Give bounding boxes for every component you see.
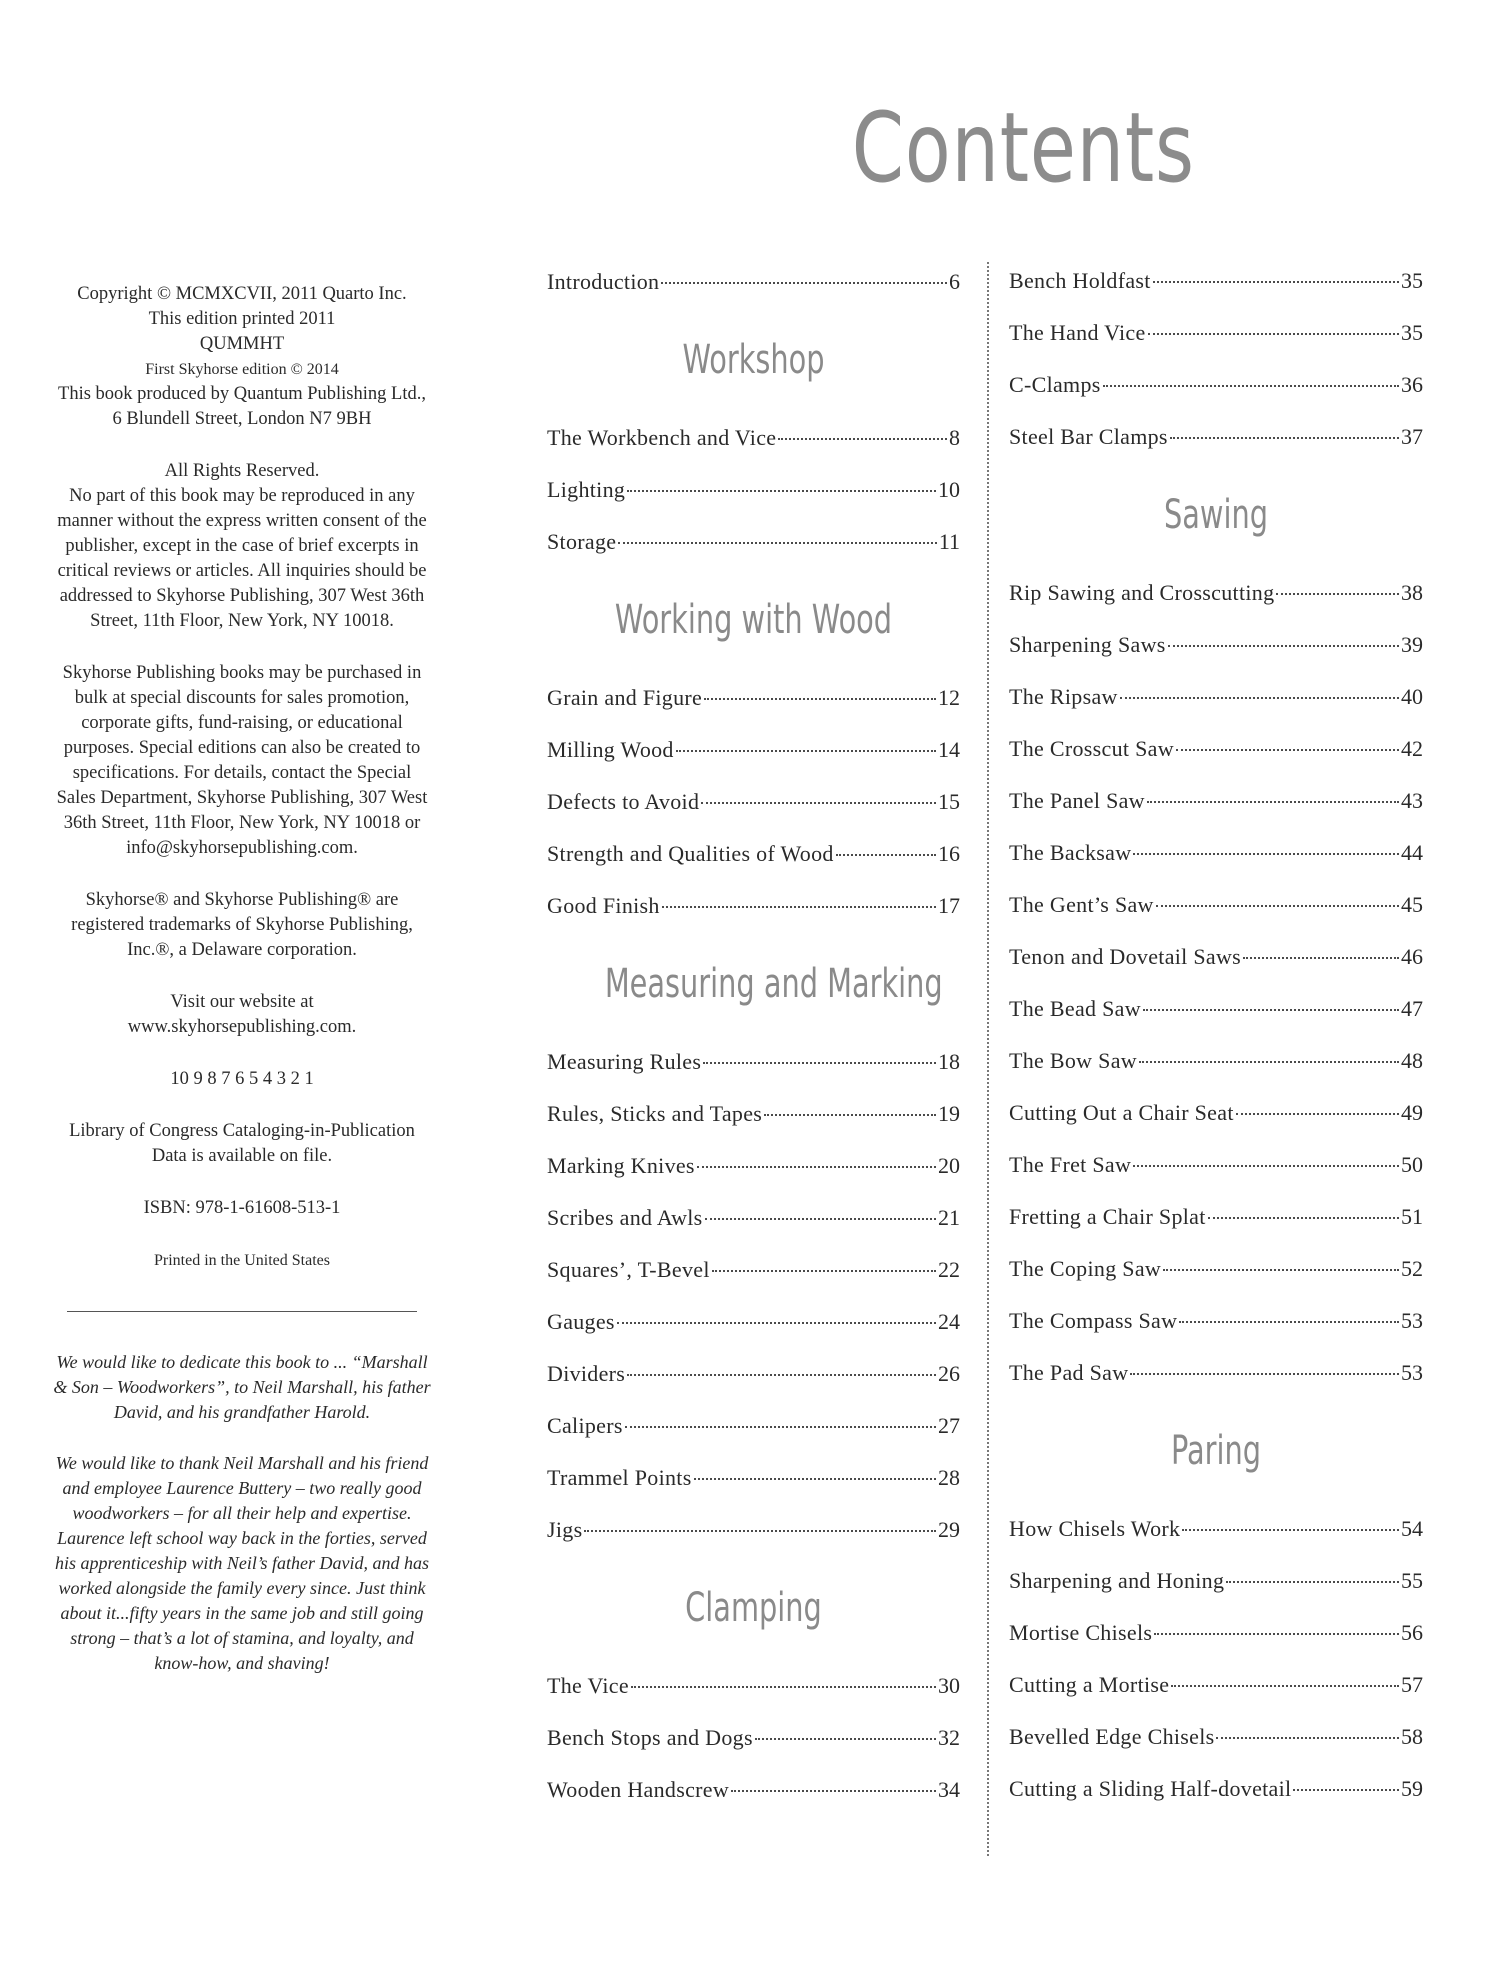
toc-entry-title: Milling Wood xyxy=(547,737,674,762)
thanks-text: We would like to thank Neil Marshall and his friend and employee Laurence Buttery – two really good woodworkers – for all their help and expertise. Laurence left school way back in the forties, served his apprenticeship with Neil’s father David, and has worked alongside the family every since. Just think about it...fifty years in the same job and still going strong – that’s a lot of stamina, and loyalty, and know-how, and shaving! xyxy=(55,1453,429,1673)
toc-entry[interactable] xyxy=(547,672,960,724)
toc-entry-title: Dividers xyxy=(547,1361,626,1386)
section-list-clamping xyxy=(547,1660,960,1816)
toc-entry[interactable] xyxy=(547,828,960,880)
section-heading-measuring: Measuring and Marking xyxy=(604,961,943,1007)
dot-leader xyxy=(1120,697,1399,699)
toc-entry[interactable] xyxy=(1009,1087,1423,1139)
toc-entry-page: 6 xyxy=(949,269,960,294)
toc-entry-page: 53 xyxy=(1401,1360,1423,1385)
dot-leader xyxy=(755,1738,936,1740)
dot-leader xyxy=(1133,1165,1399,1167)
dot-leader xyxy=(1143,1009,1399,1011)
section-list-sawing xyxy=(1009,567,1423,1399)
toc-entry-page: 22 xyxy=(938,1257,960,1282)
toc-entry-title: Bevelled Edge Chisels xyxy=(1009,1724,1215,1749)
toc-entry-page: 35 xyxy=(1401,320,1423,345)
toc-entry[interactable] xyxy=(1009,307,1423,359)
dot-leader xyxy=(1153,281,1399,283)
toc-entry-title: Introduction xyxy=(547,269,660,294)
printed-in: Printed in the United States xyxy=(154,1252,330,1269)
toc-entry[interactable] xyxy=(1009,775,1423,827)
dot-leader xyxy=(1168,645,1399,647)
toc-entry-title: The Coping Saw xyxy=(1009,1256,1162,1281)
toc-entry-title: Rip Sawing and Crosscutting xyxy=(1009,580,1275,605)
toc-entry[interactable] xyxy=(547,1660,960,1712)
dot-leader xyxy=(764,1114,936,1116)
toc-entry-page: 58 xyxy=(1401,1724,1423,1749)
toc-entry-title: Wooden Handscrew xyxy=(547,1777,730,1802)
toc-entry-page: 56 xyxy=(1401,1620,1423,1645)
toc-entry-page: 40 xyxy=(1401,684,1423,709)
toc-entry[interactable] xyxy=(547,256,960,308)
dot-leader xyxy=(1182,1529,1399,1531)
toc-entry-page: 35 xyxy=(1401,268,1423,293)
toc-entry-page: 52 xyxy=(1401,1256,1423,1281)
toc-entry-page: 18 xyxy=(938,1049,960,1074)
dot-leader xyxy=(697,1166,936,1168)
toc-entry[interactable] xyxy=(547,1140,960,1192)
toc-entry[interactable] xyxy=(547,1088,960,1140)
toc-entry-page: 44 xyxy=(1401,840,1423,865)
toc-entry[interactable] xyxy=(1009,827,1423,879)
toc-entry-page: 28 xyxy=(938,1465,960,1490)
toc-entry-page: 32 xyxy=(938,1725,960,1750)
toc-entry-title: Squares’, T-Bevel xyxy=(547,1257,710,1282)
toc-entry[interactable] xyxy=(547,1400,960,1452)
printing-number: 10 9 8 7 6 5 4 3 2 1 xyxy=(170,1069,314,1089)
dedication-text: We would like to dedicate this book to ... “Marshall & Son – Woodworkers”, to Neil Marshall, his father David, and his grandfather Harold. xyxy=(53,1352,431,1422)
toc-entry[interactable] xyxy=(1009,671,1423,723)
dot-leader xyxy=(694,1478,936,1480)
toc-entry[interactable] xyxy=(1009,1295,1423,1347)
toc-entry-page: 55 xyxy=(1401,1568,1423,1593)
toc-entry[interactable] xyxy=(1009,879,1423,931)
dot-leader xyxy=(627,490,936,492)
copyright-line: Copyright © MCMXCVII, 2011 Quarto Inc. xyxy=(77,284,407,304)
divider-rule xyxy=(67,1311,417,1312)
toc-entry[interactable] xyxy=(547,1764,960,1816)
toc-entry[interactable] xyxy=(547,724,960,776)
toc-entry-page: 11 xyxy=(938,529,960,554)
section-heading-workshop: Workshop xyxy=(682,337,825,383)
website-url: www.skyhorsepublishing.com. xyxy=(127,1017,357,1037)
toc-entry-title: Bench Holdfast xyxy=(1009,268,1151,293)
toc-entry[interactable] xyxy=(1009,1607,1423,1659)
dot-leader xyxy=(676,750,936,752)
toc-entry-title: Storage xyxy=(547,529,617,554)
section-heading-wood: Working with Wood xyxy=(614,597,893,643)
toc-entry-page: 47 xyxy=(1401,996,1423,1021)
toc-entry-page: 10 xyxy=(938,477,960,502)
dot-leader xyxy=(1156,905,1399,907)
dot-leader xyxy=(1139,1061,1399,1063)
dot-leader xyxy=(662,906,936,908)
toc-entry[interactable] xyxy=(547,776,960,828)
toc-entry[interactable] xyxy=(547,1296,960,1348)
toc-entry[interactable] xyxy=(1009,1503,1423,1555)
dot-leader xyxy=(625,1426,936,1428)
dot-leader xyxy=(1208,1217,1399,1219)
library-text: Library of Congress Cataloging-in-Publication Data is available on file. xyxy=(69,1121,415,1166)
toc-entry-title: The Bow Saw xyxy=(1009,1048,1137,1073)
toc-entry-title: Good Finish xyxy=(547,893,660,918)
dot-leader xyxy=(1179,1321,1399,1323)
toc-entry-page: 51 xyxy=(1401,1204,1423,1229)
dot-leader xyxy=(705,1218,936,1220)
toc-entry-page: 53 xyxy=(1401,1308,1423,1333)
section-list-workshop xyxy=(547,412,960,568)
toc-entry[interactable] xyxy=(1009,1243,1423,1295)
dot-leader xyxy=(1226,1581,1399,1583)
rights-title: All Rights Reserved. xyxy=(164,461,320,481)
toc-entry-title: The Gent’s Saw xyxy=(1009,892,1154,917)
toc-entry-title: Jigs xyxy=(547,1517,583,1542)
toc-entry-title: Calipers xyxy=(547,1413,623,1438)
toc-entry[interactable] xyxy=(547,1192,960,1244)
toc-entry[interactable] xyxy=(1009,619,1423,671)
website-line: Visit our website at xyxy=(170,992,314,1012)
rights-text: No part of this book may be reproduced in any manner without the express written consent of the publisher, except in the case of brief excerpts in critical reviews or articles. All inquiries should be addressed to Skyhorse Publishing, 307 West 36th Street, 11th Floor, New York, NY 10018. xyxy=(57,486,427,631)
toc-entry[interactable] xyxy=(547,1712,960,1764)
toc-entry-title: Steel Bar Clamps xyxy=(1009,424,1168,449)
section-heading-sawing: Sawing xyxy=(1163,492,1269,538)
dot-leader xyxy=(1170,437,1399,439)
toc-entry-page: 27 xyxy=(938,1413,960,1438)
toc-entry[interactable] xyxy=(547,464,960,516)
toc-entry[interactable] xyxy=(1009,567,1423,619)
dot-leader xyxy=(1176,749,1399,751)
toc-entry-page: 42 xyxy=(1401,736,1423,761)
toc-entry[interactable] xyxy=(1009,1763,1423,1815)
toc-entry[interactable] xyxy=(1009,1659,1423,1711)
dot-leader xyxy=(1103,385,1399,387)
dot-leader xyxy=(1133,853,1399,855)
toc-entry-title: Cutting a Sliding Half-dovetail xyxy=(1009,1776,1292,1801)
toc-entry-title: Marking Knives xyxy=(547,1153,695,1178)
toc-entry-title: The Fret Saw xyxy=(1009,1152,1132,1177)
dot-leader xyxy=(1154,1633,1399,1635)
toc-entry-page: 21 xyxy=(938,1205,960,1230)
toc-entry[interactable] xyxy=(1009,1035,1423,1087)
dot-leader xyxy=(731,1790,936,1792)
dot-leader xyxy=(701,802,936,804)
toc-entry-page: 59 xyxy=(1401,1776,1423,1801)
dot-leader xyxy=(1171,1685,1399,1687)
toc-entry[interactable] xyxy=(1009,359,1423,411)
toc-entry-page: 54 xyxy=(1401,1516,1423,1541)
toc-entry-title: Gauges xyxy=(547,1309,615,1334)
toc-entry[interactable] xyxy=(1009,1711,1423,1763)
page-title: Contents xyxy=(851,92,1195,204)
producer-line: This book produced by Quantum Publishing Ltd., xyxy=(58,384,426,404)
toc-entry-title: Bench Stops and Dogs xyxy=(547,1725,753,1750)
toc-entry-title: The Panel Saw xyxy=(1009,788,1145,813)
dot-leader xyxy=(1236,1113,1399,1115)
section-heading-paring: Paring xyxy=(1170,1428,1262,1474)
toc-entry-page: 37 xyxy=(1401,424,1423,449)
toc-entry-page: 26 xyxy=(938,1361,960,1386)
toc-entry-title: Strength and Qualities of Wood xyxy=(547,841,834,866)
dot-leader xyxy=(1293,1789,1399,1791)
dot-leader xyxy=(661,282,947,284)
toc-entry-page: 24 xyxy=(938,1309,960,1334)
toc-entry-page: 15 xyxy=(938,789,960,814)
dot-leader xyxy=(584,1530,936,1532)
dot-leader xyxy=(627,1374,936,1376)
skyhorse-edition-line: First Skyhorse edition © 2014 xyxy=(145,361,339,378)
trademark-text: Skyhorse® and Skyhorse Publishing® are registered trademarks of Skyhorse Publishing, Inc.®, a Delaware corporation. xyxy=(71,890,413,960)
toc-entry[interactable] xyxy=(1009,983,1423,1035)
toc-entry-page: 20 xyxy=(938,1153,960,1178)
column-divider xyxy=(987,262,989,1856)
toc-entry-page: 46 xyxy=(1401,944,1423,969)
toc-entry-title: Cutting Out a Chair Seat xyxy=(1009,1100,1234,1125)
toc-entry-page: 30 xyxy=(938,1673,960,1698)
toc-entry-page: 14 xyxy=(938,737,960,762)
toc-entry-title: The Compass Saw xyxy=(1009,1308,1178,1333)
toc-entry-page: 8 xyxy=(949,425,960,450)
dot-leader xyxy=(1130,1373,1399,1375)
toc-entry[interactable] xyxy=(1009,1347,1423,1399)
toc-entry-title: The Crosscut Saw xyxy=(1009,736,1174,761)
toc-entry[interactable] xyxy=(1009,1555,1423,1607)
toc-entry[interactable] xyxy=(547,1452,960,1504)
toc-entry-page: 57 xyxy=(1401,1672,1423,1697)
toc-column-right xyxy=(1009,255,1423,1815)
toc-entry-title: Sharpening Saws xyxy=(1009,632,1166,657)
toc-entry-page: 17 xyxy=(938,893,960,918)
toc-entry[interactable] xyxy=(547,1348,960,1400)
toc-entry-page: 34 xyxy=(938,1777,960,1802)
dot-leader xyxy=(1243,957,1399,959)
toc-entry-title: Grain and Figure xyxy=(547,685,703,710)
dot-leader xyxy=(712,1270,936,1272)
dot-leader xyxy=(631,1686,936,1688)
dot-leader xyxy=(703,1062,936,1064)
toc-entry[interactable] xyxy=(1009,1191,1423,1243)
section-list-measuring xyxy=(547,1036,960,1556)
dot-leader xyxy=(1276,593,1399,595)
section-list-clamping-continued xyxy=(1009,255,1423,463)
toc-entry[interactable] xyxy=(547,1036,960,1088)
dot-leader xyxy=(778,438,947,440)
toc-entry-page: 49 xyxy=(1401,1100,1423,1125)
toc-entry-page: 19 xyxy=(938,1101,960,1126)
toc-entry[interactable] xyxy=(1009,1139,1423,1191)
toc-entry-title: How Chisels Work xyxy=(1009,1516,1181,1541)
section-heading-clamping: Clamping xyxy=(685,1585,822,1631)
copyright-column xyxy=(52,282,432,1702)
toc-entry[interactable] xyxy=(1009,411,1423,463)
toc-entry[interactable] xyxy=(547,516,960,568)
toc-entry-page: 36 xyxy=(1401,372,1423,397)
section-list-paring xyxy=(1009,1503,1423,1815)
toc-entry-page: 38 xyxy=(1401,580,1423,605)
isbn: ISBN: 978-1-61608-513-1 xyxy=(143,1198,341,1218)
dot-leader xyxy=(836,854,936,856)
toc-entry-title: C-Clamps xyxy=(1009,372,1101,397)
toc-entry-title: Cutting a Mortise xyxy=(1009,1672,1170,1697)
toc-entry-title: The Bead Saw xyxy=(1009,996,1141,1021)
edition-line: This edition printed 2011 xyxy=(148,309,336,329)
toc-entry-page: 50 xyxy=(1401,1152,1423,1177)
toc-column-middle xyxy=(547,256,960,1816)
toc-entry[interactable] xyxy=(547,1244,960,1296)
address-line: 6 Blundell Street, London N7 9BH xyxy=(112,409,372,429)
toc-entry-title: The Vice xyxy=(547,1673,629,1698)
toc-entry-title: The Workbench and Vice xyxy=(547,425,777,450)
toc-entry[interactable] xyxy=(1009,931,1423,983)
toc-entry-page: 29 xyxy=(938,1517,960,1542)
toc-entry[interactable] xyxy=(547,880,960,932)
toc-entry-title: The Backsaw xyxy=(1009,840,1132,865)
toc-entry-title: Tenon and Dovetail Saws xyxy=(1009,944,1242,969)
toc-entry[interactable] xyxy=(547,1504,960,1556)
toc-entry-title: Mortise Chisels xyxy=(1009,1620,1153,1645)
toc-entry-title: Rules, Sticks and Tapes xyxy=(547,1101,763,1126)
dot-leader xyxy=(617,1322,936,1324)
toc-entry[interactable] xyxy=(547,412,960,464)
dot-leader xyxy=(1148,333,1399,335)
dot-leader xyxy=(704,698,936,700)
toc-entry-page: 45 xyxy=(1401,892,1423,917)
toc-entry[interactable] xyxy=(1009,723,1423,775)
toc-entry-title: The Pad Saw xyxy=(1009,1360,1129,1385)
toc-entry-title: Sharpening and Honing xyxy=(1009,1568,1225,1593)
code-line: QUMMHT xyxy=(199,334,285,354)
dot-leader xyxy=(1216,1737,1399,1739)
toc-entry[interactable] xyxy=(1009,255,1423,307)
dot-leader xyxy=(618,542,937,544)
section-list-wood xyxy=(547,672,960,932)
toc-entry-page: 43 xyxy=(1401,788,1423,813)
toc-entry-title: The Ripsaw xyxy=(1009,684,1118,709)
toc-entry-title: Trammel Points xyxy=(547,1465,692,1490)
toc-entry-page: 48 xyxy=(1401,1048,1423,1073)
bulk-sales-text: Skyhorse Publishing books may be purchased in bulk at special discounts for sales promotion, corporate gifts, fund-raising, or educational purposes. Special editions can also be created to specifications. For details, contact the Special Sales Department, Skyhorse Publishing, 307 West 36th Street, 11th Floor, New York, NY 10018 or info@skyhorsepublishing.com. xyxy=(56,663,428,858)
dot-leader xyxy=(1147,801,1399,803)
dot-leader xyxy=(1163,1269,1399,1271)
toc-entry-title: Fretting a Chair Splat xyxy=(1009,1204,1206,1229)
toc-entry-page: 16 xyxy=(938,841,960,866)
toc-entry-title: Measuring Rules xyxy=(547,1049,702,1074)
toc-entry-page: 12 xyxy=(938,685,960,710)
toc-entry-title: Lighting xyxy=(547,477,626,502)
toc-entry-title: The Hand Vice xyxy=(1009,320,1146,345)
toc-entry-page: 39 xyxy=(1401,632,1423,657)
toc-entry-title: Defects to Avoid xyxy=(547,789,700,814)
toc-entry-title: Scribes and Awls xyxy=(547,1205,703,1230)
